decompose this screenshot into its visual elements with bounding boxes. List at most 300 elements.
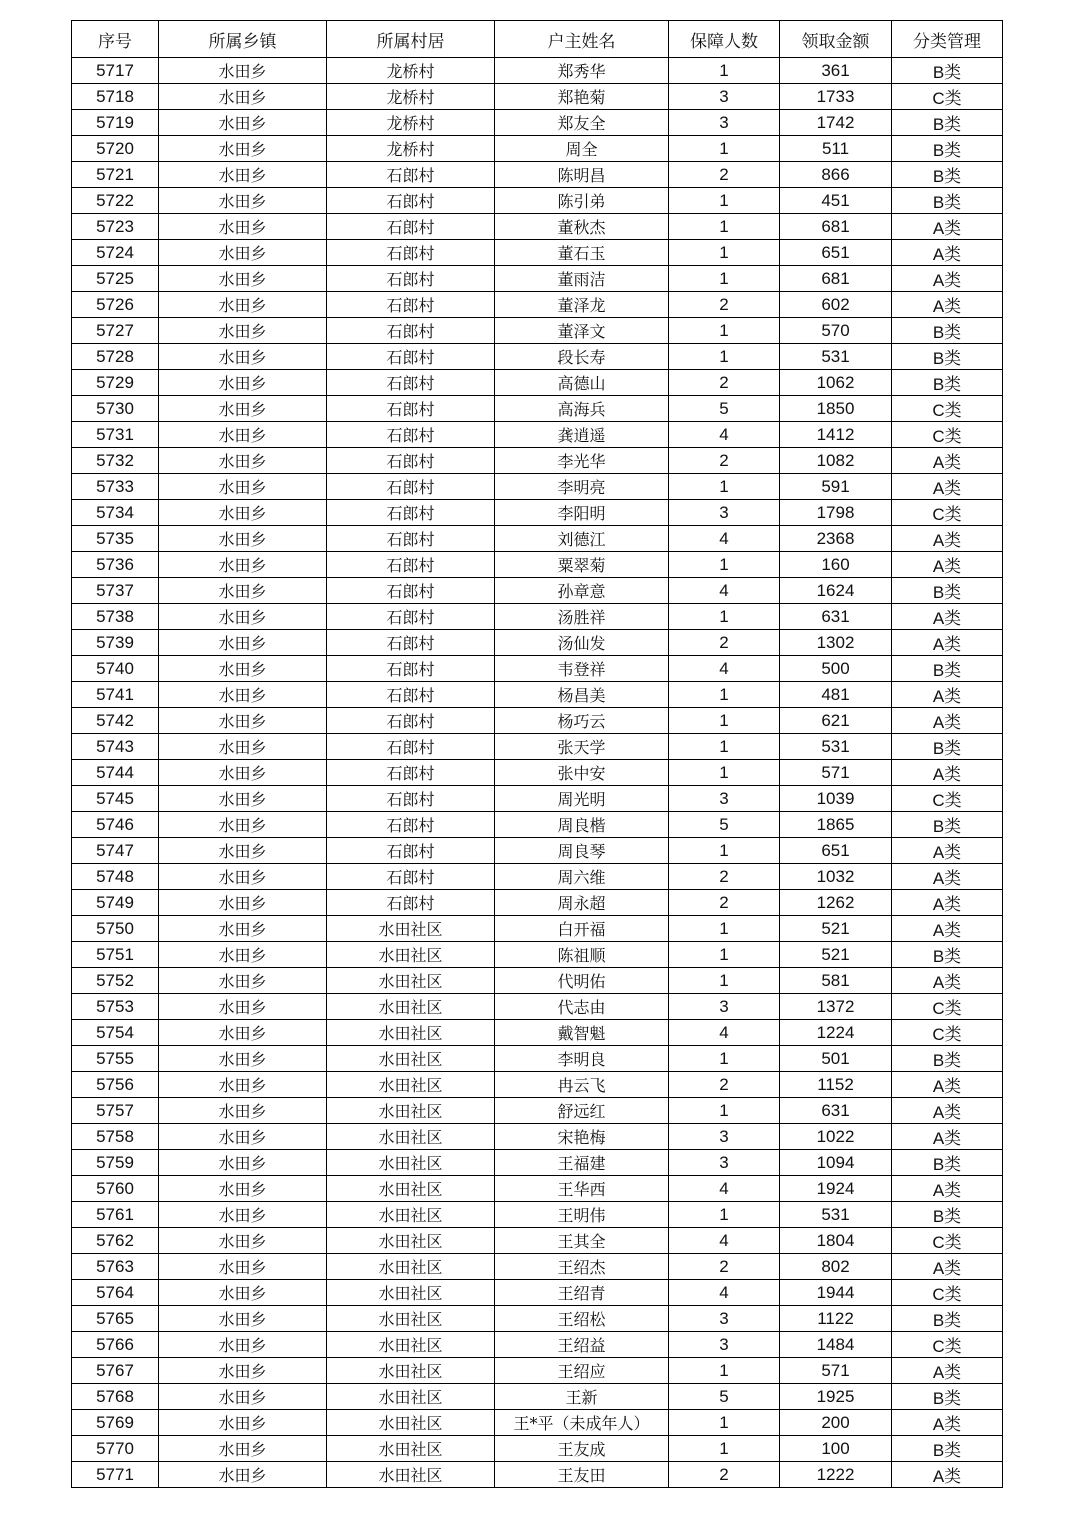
persons-cell: 2 xyxy=(669,448,780,474)
category-cell: A类 xyxy=(892,1410,1003,1436)
householder-cell: 刘德江 xyxy=(495,526,669,552)
village-cell: 石郎村 xyxy=(327,370,495,396)
persons-cell: 1 xyxy=(669,708,780,734)
householder-cell: 郑艳菊 xyxy=(495,84,669,110)
table-row xyxy=(72,1176,1003,1202)
township-cell: 水田乡 xyxy=(159,890,327,916)
amount-cell: 1742 xyxy=(780,110,892,136)
amount-cell: 1082 xyxy=(780,448,892,474)
table-row xyxy=(72,474,1003,500)
amount-cell: 1032 xyxy=(780,864,892,890)
persons-cell: 1 xyxy=(669,1098,780,1124)
persons-cell: 1 xyxy=(669,58,780,84)
serial-cell: 5725 xyxy=(72,266,159,292)
householder-cell: 王华西 xyxy=(495,1176,669,1202)
persons-cell: 1 xyxy=(669,474,780,500)
persons-cell: 2 xyxy=(669,630,780,656)
village-cell: 石郎村 xyxy=(327,500,495,526)
village-cell: 石郎村 xyxy=(327,318,495,344)
serial-cell: 5723 xyxy=(72,214,159,240)
amount-cell: 481 xyxy=(780,682,892,708)
serial-cell: 5771 xyxy=(72,1462,159,1488)
householder-cell: 董泽文 xyxy=(495,318,669,344)
category-cell: A类 xyxy=(892,266,1003,292)
category-cell: A类 xyxy=(892,630,1003,656)
table-row xyxy=(72,1254,1003,1280)
township-cell: 水田乡 xyxy=(159,1150,327,1176)
township-cell: 水田乡 xyxy=(159,370,327,396)
householder-cell: 李明良 xyxy=(495,1046,669,1072)
persons-cell: 3 xyxy=(669,84,780,110)
householder-cell: 王绍益 xyxy=(495,1332,669,1358)
householder-cell: 冉云飞 xyxy=(495,1072,669,1098)
township-cell: 水田乡 xyxy=(159,188,327,214)
township-cell: 水田乡 xyxy=(159,1436,327,1462)
category-cell: A类 xyxy=(892,214,1003,240)
township-cell: 水田乡 xyxy=(159,682,327,708)
village-cell: 石郎村 xyxy=(327,734,495,760)
category-cell: B类 xyxy=(892,1306,1003,1332)
persons-cell: 1 xyxy=(669,344,780,370)
header-row xyxy=(72,21,1003,58)
serial-cell: 5762 xyxy=(72,1228,159,1254)
village-cell: 水田社区 xyxy=(327,1254,495,1280)
table-row xyxy=(72,942,1003,968)
serial-cell: 5744 xyxy=(72,760,159,786)
category-cell: B类 xyxy=(892,136,1003,162)
village-cell: 石郎村 xyxy=(327,864,495,890)
amount-cell: 591 xyxy=(780,474,892,500)
householder-cell: 王绍松 xyxy=(495,1306,669,1332)
persons-cell: 1 xyxy=(669,1410,780,1436)
serial-cell: 5769 xyxy=(72,1410,159,1436)
serial-cell: 5755 xyxy=(72,1046,159,1072)
householder-cell: 王其全 xyxy=(495,1228,669,1254)
serial-cell: 5756 xyxy=(72,1072,159,1098)
township-cell: 水田乡 xyxy=(159,58,327,84)
amount-cell: 1094 xyxy=(780,1150,892,1176)
table-row xyxy=(72,890,1003,916)
persons-cell: 3 xyxy=(669,786,780,812)
householder-cell: 汤胜祥 xyxy=(495,604,669,630)
householder-cell: 杨巧云 xyxy=(495,708,669,734)
amount-cell: 681 xyxy=(780,214,892,240)
category-cell: A类 xyxy=(892,890,1003,916)
table-row xyxy=(72,162,1003,188)
township-cell: 水田乡 xyxy=(159,578,327,604)
serial-cell: 5749 xyxy=(72,890,159,916)
householder-cell: 王*平（未成年人） xyxy=(495,1410,669,1436)
assistance-table xyxy=(71,20,1003,1488)
persons-cell: 1 xyxy=(669,266,780,292)
amount-cell: 602 xyxy=(780,292,892,318)
village-cell: 水田社区 xyxy=(327,942,495,968)
table-row xyxy=(72,1462,1003,1488)
serial-cell: 5761 xyxy=(72,1202,159,1228)
persons-cell: 1 xyxy=(669,240,780,266)
serial-cell: 5729 xyxy=(72,370,159,396)
table-row xyxy=(72,422,1003,448)
persons-cell: 1 xyxy=(669,318,780,344)
serial-cell: 5731 xyxy=(72,422,159,448)
table-row xyxy=(72,1228,1003,1254)
householder-cell: 韦登祥 xyxy=(495,656,669,682)
table-row xyxy=(72,1202,1003,1228)
township-cell: 水田乡 xyxy=(159,760,327,786)
category-cell: A类 xyxy=(892,1254,1003,1280)
serial-cell: 5766 xyxy=(72,1332,159,1358)
table-row xyxy=(72,136,1003,162)
category-cell: A类 xyxy=(892,552,1003,578)
amount-cell: 1733 xyxy=(780,84,892,110)
village-cell: 石郎村 xyxy=(327,656,495,682)
village-cell: 石郎村 xyxy=(327,630,495,656)
amount-cell: 1944 xyxy=(780,1280,892,1306)
amount-cell: 1925 xyxy=(780,1384,892,1410)
persons-cell: 1 xyxy=(669,1046,780,1072)
header-householder: 户主姓名 xyxy=(495,21,669,58)
village-cell: 石郎村 xyxy=(327,214,495,240)
village-cell: 水田社区 xyxy=(327,1462,495,1488)
serial-cell: 5768 xyxy=(72,1384,159,1410)
householder-cell: 白开福 xyxy=(495,916,669,942)
township-cell: 水田乡 xyxy=(159,656,327,682)
township-cell: 水田乡 xyxy=(159,1410,327,1436)
village-cell: 石郎村 xyxy=(327,526,495,552)
category-cell: A类 xyxy=(892,604,1003,630)
householder-cell: 董秋杰 xyxy=(495,214,669,240)
table-row xyxy=(72,1410,1003,1436)
township-cell: 水田乡 xyxy=(159,1020,327,1046)
amount-cell: 1062 xyxy=(780,370,892,396)
amount-cell: 500 xyxy=(780,656,892,682)
township-cell: 水田乡 xyxy=(159,1384,327,1410)
amount-cell: 1412 xyxy=(780,422,892,448)
persons-cell: 1 xyxy=(669,734,780,760)
township-cell: 水田乡 xyxy=(159,994,327,1020)
table-row xyxy=(72,708,1003,734)
category-cell: A类 xyxy=(892,526,1003,552)
village-cell: 石郎村 xyxy=(327,240,495,266)
amount-cell: 1022 xyxy=(780,1124,892,1150)
serial-cell: 5757 xyxy=(72,1098,159,1124)
village-cell: 石郎村 xyxy=(327,292,495,318)
category-cell: B类 xyxy=(892,162,1003,188)
village-cell: 石郎村 xyxy=(327,162,495,188)
persons-cell: 3 xyxy=(669,1332,780,1358)
householder-cell: 陈引弟 xyxy=(495,188,669,214)
householder-cell: 陈祖顺 xyxy=(495,942,669,968)
amount-cell: 866 xyxy=(780,162,892,188)
serial-cell: 5724 xyxy=(72,240,159,266)
category-cell: A类 xyxy=(892,240,1003,266)
township-cell: 水田乡 xyxy=(159,1072,327,1098)
village-cell: 石郎村 xyxy=(327,682,495,708)
persons-cell: 4 xyxy=(669,1020,780,1046)
serial-cell: 5765 xyxy=(72,1306,159,1332)
amount-cell: 1122 xyxy=(780,1306,892,1332)
householder-cell: 李明亮 xyxy=(495,474,669,500)
village-cell: 水田社区 xyxy=(327,1150,495,1176)
document-page xyxy=(71,20,1002,1488)
header-village: 所属村居 xyxy=(327,21,495,58)
township-cell: 水田乡 xyxy=(159,1098,327,1124)
table-row xyxy=(72,604,1003,630)
village-cell: 石郎村 xyxy=(327,188,495,214)
persons-cell: 1 xyxy=(669,552,780,578)
amount-cell: 1224 xyxy=(780,1020,892,1046)
householder-cell: 王绍杰 xyxy=(495,1254,669,1280)
township-cell: 水田乡 xyxy=(159,214,327,240)
serial-cell: 5760 xyxy=(72,1176,159,1202)
township-cell: 水田乡 xyxy=(159,240,327,266)
householder-cell: 杨昌美 xyxy=(495,682,669,708)
category-cell: A类 xyxy=(892,760,1003,786)
householder-cell: 董石玉 xyxy=(495,240,669,266)
table-row xyxy=(72,1332,1003,1358)
householder-cell: 周良楷 xyxy=(495,812,669,838)
serial-cell: 5734 xyxy=(72,500,159,526)
persons-cell: 1 xyxy=(669,214,780,240)
householder-cell: 高海兵 xyxy=(495,396,669,422)
category-cell: B类 xyxy=(892,734,1003,760)
householder-cell: 孙章意 xyxy=(495,578,669,604)
householder-cell: 王新 xyxy=(495,1384,669,1410)
amount-cell: 631 xyxy=(780,604,892,630)
table-row xyxy=(72,1280,1003,1306)
amount-cell: 100 xyxy=(780,1436,892,1462)
amount-cell: 802 xyxy=(780,1254,892,1280)
category-cell: A类 xyxy=(892,1462,1003,1488)
table-row xyxy=(72,1384,1003,1410)
persons-cell: 4 xyxy=(669,1280,780,1306)
township-cell: 水田乡 xyxy=(159,708,327,734)
persons-cell: 2 xyxy=(669,162,780,188)
township-cell: 水田乡 xyxy=(159,916,327,942)
table-row xyxy=(72,84,1003,110)
category-cell: A类 xyxy=(892,474,1003,500)
village-cell: 水田社区 xyxy=(327,916,495,942)
serial-cell: 5759 xyxy=(72,1150,159,1176)
table-row xyxy=(72,500,1003,526)
table-row xyxy=(72,630,1003,656)
persons-cell: 1 xyxy=(669,1358,780,1384)
persons-cell: 4 xyxy=(669,656,780,682)
township-cell: 水田乡 xyxy=(159,1046,327,1072)
amount-cell: 651 xyxy=(780,838,892,864)
serial-cell: 5718 xyxy=(72,84,159,110)
persons-cell: 4 xyxy=(669,578,780,604)
amount-cell: 531 xyxy=(780,734,892,760)
village-cell: 水田社区 xyxy=(327,1436,495,1462)
amount-cell: 1152 xyxy=(780,1072,892,1098)
persons-cell: 4 xyxy=(669,526,780,552)
serial-cell: 5748 xyxy=(72,864,159,890)
header-persons: 保障人数 xyxy=(669,21,780,58)
table-row xyxy=(72,994,1003,1020)
persons-cell: 2 xyxy=(669,370,780,396)
category-cell: B类 xyxy=(892,110,1003,136)
serial-cell: 5730 xyxy=(72,396,159,422)
amount-cell: 531 xyxy=(780,344,892,370)
village-cell: 水田社区 xyxy=(327,1020,495,1046)
amount-cell: 361 xyxy=(780,58,892,84)
persons-cell: 1 xyxy=(669,916,780,942)
village-cell: 水田社区 xyxy=(327,1280,495,1306)
category-cell: A类 xyxy=(892,292,1003,318)
header-amount: 领取金额 xyxy=(780,21,892,58)
township-cell: 水田乡 xyxy=(159,1202,327,1228)
table-row xyxy=(72,682,1003,708)
township-cell: 水田乡 xyxy=(159,786,327,812)
village-cell: 水田社区 xyxy=(327,1176,495,1202)
serial-cell: 5732 xyxy=(72,448,159,474)
category-cell: A类 xyxy=(892,1358,1003,1384)
category-cell: A类 xyxy=(892,916,1003,942)
village-cell: 水田社区 xyxy=(327,1228,495,1254)
serial-cell: 5763 xyxy=(72,1254,159,1280)
amount-cell: 1372 xyxy=(780,994,892,1020)
householder-cell: 王明伟 xyxy=(495,1202,669,1228)
table-row xyxy=(72,292,1003,318)
persons-cell: 5 xyxy=(669,812,780,838)
householder-cell: 戴智魁 xyxy=(495,1020,669,1046)
serial-cell: 5743 xyxy=(72,734,159,760)
table-row xyxy=(72,214,1003,240)
persons-cell: 2 xyxy=(669,1072,780,1098)
township-cell: 水田乡 xyxy=(159,552,327,578)
table-row xyxy=(72,344,1003,370)
amount-cell: 1222 xyxy=(780,1462,892,1488)
category-cell: C类 xyxy=(892,500,1003,526)
village-cell: 水田社区 xyxy=(327,1046,495,1072)
amount-cell: 571 xyxy=(780,1358,892,1384)
serial-cell: 5750 xyxy=(72,916,159,942)
amount-cell: 1850 xyxy=(780,396,892,422)
village-cell: 石郎村 xyxy=(327,604,495,630)
category-cell: C类 xyxy=(892,422,1003,448)
serial-cell: 5740 xyxy=(72,656,159,682)
amount-cell: 581 xyxy=(780,968,892,994)
householder-cell: 舒远红 xyxy=(495,1098,669,1124)
householder-cell: 王绍青 xyxy=(495,1280,669,1306)
householder-cell: 高德山 xyxy=(495,370,669,396)
amount-cell: 511 xyxy=(780,136,892,162)
persons-cell: 3 xyxy=(669,110,780,136)
householder-cell: 周良琴 xyxy=(495,838,669,864)
serial-cell: 5752 xyxy=(72,968,159,994)
village-cell: 石郎村 xyxy=(327,812,495,838)
householder-cell: 王友田 xyxy=(495,1462,669,1488)
table-row xyxy=(72,110,1003,136)
persons-cell: 2 xyxy=(669,864,780,890)
category-cell: A类 xyxy=(892,1072,1003,1098)
township-cell: 水田乡 xyxy=(159,136,327,162)
township-cell: 水田乡 xyxy=(159,110,327,136)
village-cell: 水田社区 xyxy=(327,1098,495,1124)
township-cell: 水田乡 xyxy=(159,396,327,422)
persons-cell: 1 xyxy=(669,760,780,786)
village-cell: 水田社区 xyxy=(327,1072,495,1098)
serial-cell: 5742 xyxy=(72,708,159,734)
table-row xyxy=(72,656,1003,682)
amount-cell: 631 xyxy=(780,1098,892,1124)
householder-cell: 李阳明 xyxy=(495,500,669,526)
householder-cell: 代志由 xyxy=(495,994,669,1020)
serial-cell: 5717 xyxy=(72,58,159,84)
category-cell: B类 xyxy=(892,812,1003,838)
table-row xyxy=(72,318,1003,344)
amount-cell: 681 xyxy=(780,266,892,292)
table-row xyxy=(72,864,1003,890)
category-cell: B类 xyxy=(892,188,1003,214)
township-cell: 水田乡 xyxy=(159,292,327,318)
category-cell: B类 xyxy=(892,370,1003,396)
category-cell: C类 xyxy=(892,1020,1003,1046)
category-cell: A类 xyxy=(892,864,1003,890)
householder-cell: 龚逍遥 xyxy=(495,422,669,448)
township-cell: 水田乡 xyxy=(159,1228,327,1254)
persons-cell: 2 xyxy=(669,890,780,916)
table-row xyxy=(72,396,1003,422)
persons-cell: 3 xyxy=(669,1124,780,1150)
serial-cell: 5745 xyxy=(72,786,159,812)
persons-cell: 2 xyxy=(669,1254,780,1280)
table-body xyxy=(72,58,1003,1488)
serial-cell: 5737 xyxy=(72,578,159,604)
table-row xyxy=(72,760,1003,786)
amount-cell: 501 xyxy=(780,1046,892,1072)
category-cell: B类 xyxy=(892,1046,1003,1072)
category-cell: A类 xyxy=(892,968,1003,994)
householder-cell: 王福建 xyxy=(495,1150,669,1176)
township-cell: 水田乡 xyxy=(159,838,327,864)
township-cell: 水田乡 xyxy=(159,1254,327,1280)
amount-cell: 2368 xyxy=(780,526,892,552)
township-cell: 水田乡 xyxy=(159,734,327,760)
village-cell: 石郎村 xyxy=(327,890,495,916)
village-cell: 龙桥村 xyxy=(327,136,495,162)
serial-cell: 5741 xyxy=(72,682,159,708)
amount-cell: 531 xyxy=(780,1202,892,1228)
table-row xyxy=(72,58,1003,84)
table-row xyxy=(72,1306,1003,1332)
table-row xyxy=(72,526,1003,552)
table-row xyxy=(72,448,1003,474)
amount-cell: 160 xyxy=(780,552,892,578)
serial-cell: 5726 xyxy=(72,292,159,318)
village-cell: 石郎村 xyxy=(327,266,495,292)
township-cell: 水田乡 xyxy=(159,1176,327,1202)
serial-cell: 5764 xyxy=(72,1280,159,1306)
householder-cell: 周全 xyxy=(495,136,669,162)
table-row xyxy=(72,1436,1003,1462)
persons-cell: 4 xyxy=(669,1176,780,1202)
serial-cell: 5747 xyxy=(72,838,159,864)
amount-cell: 451 xyxy=(780,188,892,214)
persons-cell: 5 xyxy=(669,396,780,422)
village-cell: 石郎村 xyxy=(327,422,495,448)
serial-cell: 5728 xyxy=(72,344,159,370)
persons-cell: 1 xyxy=(669,188,780,214)
village-cell: 石郎村 xyxy=(327,396,495,422)
persons-cell: 1 xyxy=(669,604,780,630)
table-row xyxy=(72,188,1003,214)
persons-cell: 1 xyxy=(669,1436,780,1462)
amount-cell: 1798 xyxy=(780,500,892,526)
township-cell: 水田乡 xyxy=(159,1124,327,1150)
township-cell: 水田乡 xyxy=(159,1358,327,1384)
